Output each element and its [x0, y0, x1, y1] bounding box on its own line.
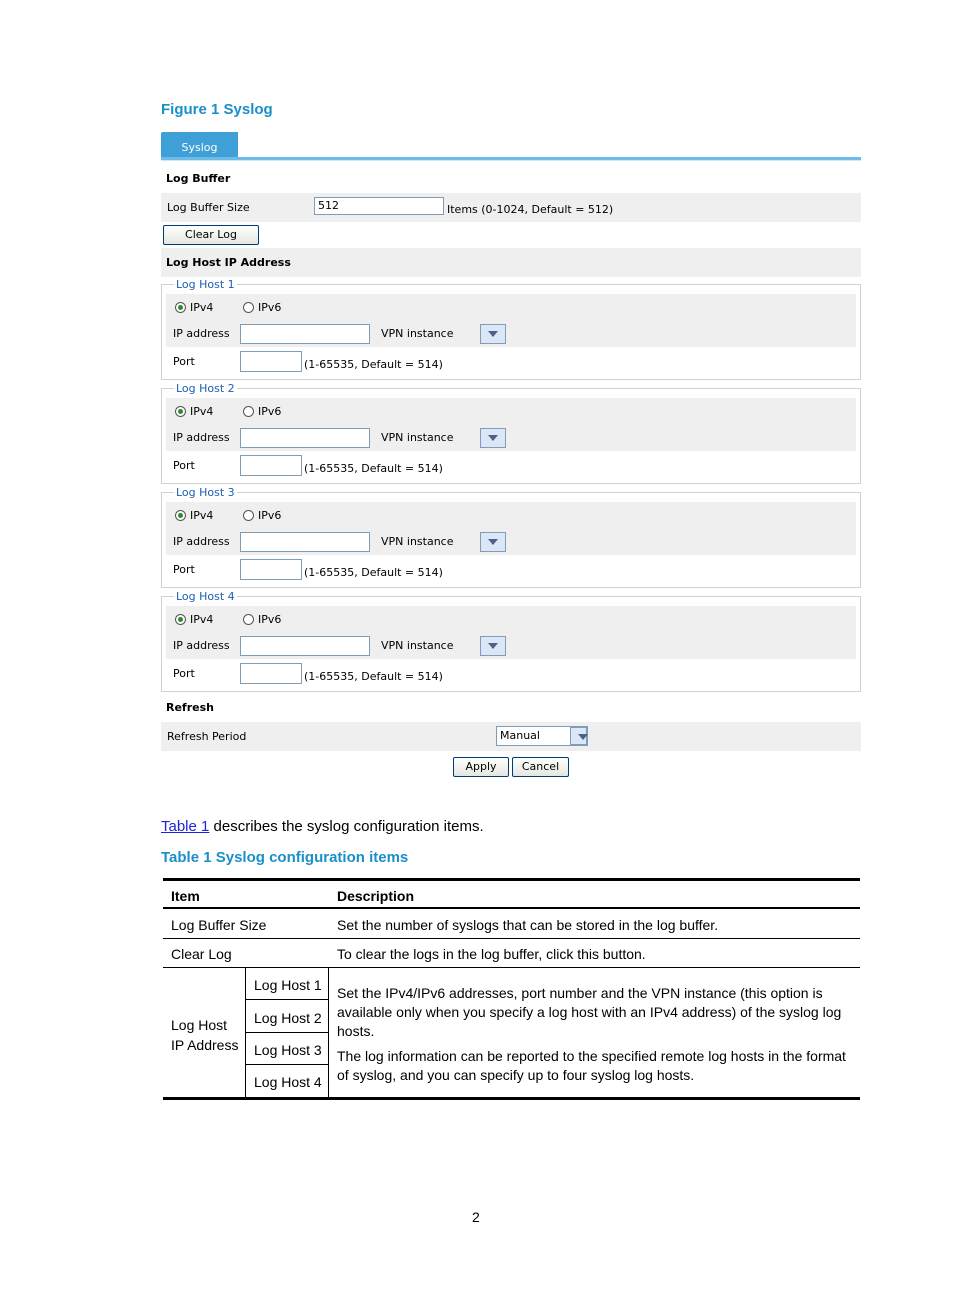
- header-description: Description: [337, 888, 415, 904]
- chevron-down-icon[interactable]: [570, 727, 587, 745]
- port-row: [166, 347, 856, 376]
- ipv4-radio[interactable]: [175, 302, 186, 313]
- ip-address-input[interactable]: [240, 532, 370, 552]
- chevron-down-icon[interactable]: [480, 532, 506, 552]
- row1-item: Log Buffer Size: [171, 917, 267, 933]
- intro-text: describes the syslog configuration items.: [209, 818, 484, 835]
- ip-address-row: [166, 633, 856, 659]
- port-input[interactable]: [240, 663, 302, 684]
- port-row: [166, 555, 856, 584]
- ipv6-radio[interactable]: [243, 510, 254, 521]
- chevron-down-icon[interactable]: [480, 324, 506, 344]
- cancel-button[interactable]: Cancel: [512, 757, 569, 777]
- table-link[interactable]: Table 1: [161, 818, 210, 835]
- port-hint: (1-65535, Default = 514): [304, 358, 443, 371]
- ipv4-label: IPv4: [190, 613, 214, 626]
- ip-version-row: [166, 502, 856, 529]
- ipv6-label: IPv6: [258, 509, 282, 522]
- row1-desc: Set the number of syslogs that can be stored in the log buffer.: [337, 917, 719, 933]
- log-buffer-heading: Log Buffer: [166, 172, 231, 185]
- sub-log-host-1: Log Host 1: [254, 977, 322, 993]
- log-host-legend: Log Host 4: [176, 590, 235, 603]
- refresh-section: [161, 696, 861, 776]
- row3-desc-1: Set the IPv4/IPv6 addresses, port number and the VPN instance (this option is available only when you specify a log host with an IPv4 address) of the syslog log hosts.: [337, 985, 842, 1039]
- row2-desc: To clear the logs in the log buffer, click this button.: [337, 946, 646, 962]
- ip-version-row: [166, 294, 856, 321]
- ipv6-label: IPv6: [258, 301, 282, 314]
- port-hint: (1-65535, Default = 514): [304, 462, 443, 475]
- ipv6-label: IPv6: [258, 405, 282, 418]
- col-rule-2: [328, 968, 329, 1100]
- ip-address-input[interactable]: [240, 636, 370, 656]
- ipv4-label: IPv4: [190, 405, 214, 418]
- ip-address-label: IP address: [173, 431, 230, 444]
- port-hint: (1-65535, Default = 514): [304, 566, 443, 579]
- port-input[interactable]: [240, 559, 302, 580]
- ip-address-row: [166, 425, 856, 451]
- ip-version-row: [166, 606, 856, 633]
- row1-rule: [163, 938, 860, 939]
- row3-desc-2: The log information can be reported to the specified remote log hosts in the format of syslog, and you can specify up to four syslog log hosts.: [337, 1048, 846, 1083]
- sub-log-host-3: Log Host 3: [254, 1042, 322, 1058]
- log-host-legend: Log Host 2: [176, 382, 235, 395]
- ipv4-label: IPv4: [190, 509, 214, 522]
- refresh-period-value: Manual: [500, 729, 540, 742]
- ipv6-label: IPv6: [258, 613, 282, 626]
- chevron-down-icon[interactable]: [480, 428, 506, 448]
- log-buffer-size-row: [161, 193, 861, 222]
- page-number: 2: [472, 1209, 480, 1225]
- refresh-heading: Refresh: [166, 701, 214, 714]
- port-row: [166, 659, 856, 688]
- row2-item: Clear Log: [171, 946, 232, 962]
- log-host-legend: Log Host 1: [176, 278, 235, 291]
- ip-address-label: IP address: [173, 535, 230, 548]
- port-input[interactable]: [240, 351, 302, 372]
- log-host-3-fieldset: [161, 486, 861, 588]
- sub-log-host-4: Log Host 4: [254, 1074, 322, 1090]
- apply-button[interactable]: Apply: [453, 757, 509, 777]
- tab-bar: [161, 132, 861, 162]
- port-input[interactable]: [240, 455, 302, 476]
- port-hint: (1-65535, Default = 514): [304, 670, 443, 683]
- intro-paragraph: [161, 818, 484, 835]
- table-title: Table 1 Syslog configuration items: [161, 849, 409, 866]
- port-row: [166, 451, 856, 480]
- ip-address-row: [166, 321, 856, 347]
- ip-address-input[interactable]: [240, 428, 370, 448]
- ipv4-radio[interactable]: [175, 614, 186, 625]
- ipv6-radio[interactable]: [243, 406, 254, 417]
- vpn-instance-label: VPN instance: [381, 431, 454, 444]
- log-host-2-fieldset: [161, 382, 861, 484]
- log-host-heading: Log Host IP Address: [166, 256, 291, 269]
- port-label: Port: [173, 667, 195, 680]
- table-bottom-rule: [163, 1097, 860, 1100]
- log-host-4-fieldset: [161, 590, 861, 692]
- ipv4-label: IPv4: [190, 301, 214, 314]
- port-label: Port: [173, 355, 195, 368]
- clear-log-button[interactable]: Clear Log: [163, 225, 259, 245]
- port-label: Port: [173, 459, 195, 472]
- sub-log-host-2: Log Host 2: [254, 1010, 322, 1026]
- sub-rule-2: [245, 1032, 328, 1033]
- tab-underline-light: [161, 160, 861, 161]
- col-rule-1: [245, 968, 246, 1100]
- ip-address-row: [166, 529, 856, 555]
- ip-address-label: IP address: [173, 327, 230, 340]
- ip-address-label: IP address: [173, 639, 230, 652]
- header-rule: [163, 907, 860, 909]
- row2-rule: [163, 967, 860, 968]
- vpn-instance-label: VPN instance: [381, 327, 454, 340]
- refresh-period-row: [161, 722, 861, 751]
- ip-version-row: [166, 398, 856, 425]
- table-top-rule: [163, 878, 860, 881]
- vpn-instance-label: VPN instance: [381, 639, 454, 652]
- vpn-instance-label: VPN instance: [381, 535, 454, 548]
- log-host-legend: Log Host 3: [176, 486, 235, 499]
- ipv4-radio[interactable]: [175, 510, 186, 521]
- sub-rule-1: [245, 999, 328, 1000]
- ipv6-radio[interactable]: [243, 302, 254, 313]
- refresh-period-label: Refresh Period: [167, 730, 247, 743]
- figure-title: Figure 1 Syslog: [161, 101, 273, 118]
- log-buffer-size-hint: Items (0-1024, Default = 512): [447, 203, 614, 216]
- ipv6-radio[interactable]: [243, 614, 254, 625]
- log-host-heading-row: [161, 248, 861, 277]
- ip-address-input[interactable]: [240, 324, 370, 344]
- ipv4-radio[interactable]: [175, 406, 186, 417]
- tab-syslog[interactable]: Syslog: [161, 132, 238, 159]
- log-buffer-size-label: Log Buffer Size: [167, 201, 250, 214]
- log-buffer-size-input[interactable]: 512: [314, 197, 444, 215]
- header-item: Item: [171, 888, 200, 904]
- sub-rule-3: [245, 1064, 328, 1065]
- port-label: Port: [173, 563, 195, 576]
- log-host-1-fieldset: [161, 278, 861, 380]
- row3-item: Log Host IP Address: [171, 1017, 239, 1053]
- chevron-down-icon[interactable]: [480, 636, 506, 656]
